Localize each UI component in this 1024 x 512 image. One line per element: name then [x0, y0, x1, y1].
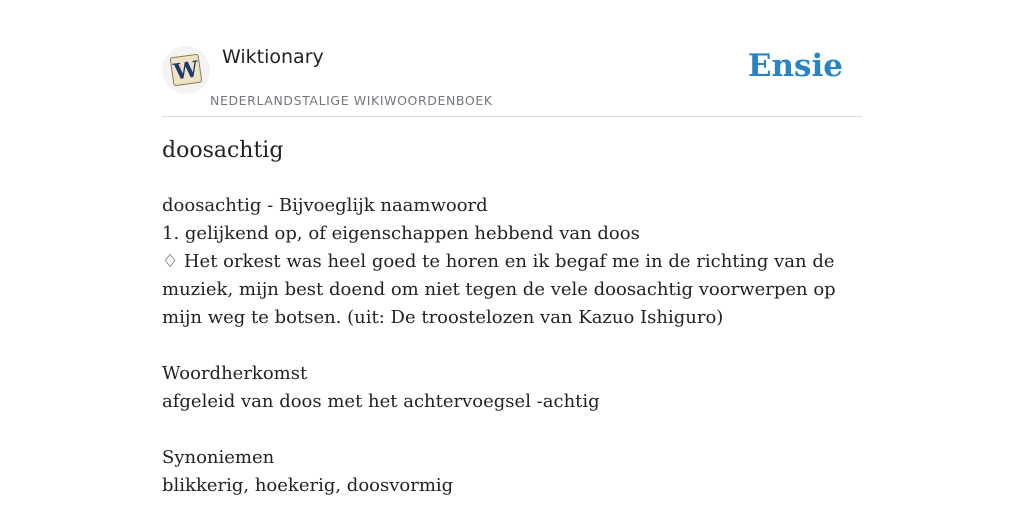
page-title: doosachtig: [162, 138, 284, 163]
site-name[interactable]: Wiktionary: [222, 46, 324, 68]
spacer: [162, 416, 862, 444]
etymology-heading: Woordherkomst: [162, 363, 308, 384]
site-subtitle: NEDERLANDSTALIGE WIKIWOORDENBOEK: [210, 93, 493, 108]
entry-example: ♢ Het orkest was heel goed te horen en ik begaf me in de richting van de muziek, mijn best doend om niet tegen de vele doosachtig voorwerpen op mijn weg te botsen. (uit: De troostelozen van Kazuo Ishiguro): [162, 251, 836, 328]
spacer: [162, 332, 862, 360]
wiktionary-tile-icon: [169, 53, 203, 87]
synonyms-text: blikkerig, hoekerig, doosvormig: [162, 475, 454, 496]
entry-definition: 1. gelijkend op, of eigenschappen hebbend van doos: [162, 223, 640, 244]
entry-headline: doosachtig - Bijvoeglijk naamwoord: [162, 195, 488, 216]
etymology-text: afgeleid van doos met het achtervoegsel -achtig: [162, 391, 600, 412]
ensie-brand-logo[interactable]: Ensie: [747, 48, 843, 84]
synonyms-heading: Synoniemen: [162, 447, 275, 468]
wiktionary-logo-icon[interactable]: [162, 46, 210, 94]
entry-content: [162, 192, 862, 500]
logo-letter: W: [172, 56, 201, 86]
site-header: [162, 0, 862, 117]
page: [162, 0, 862, 512]
